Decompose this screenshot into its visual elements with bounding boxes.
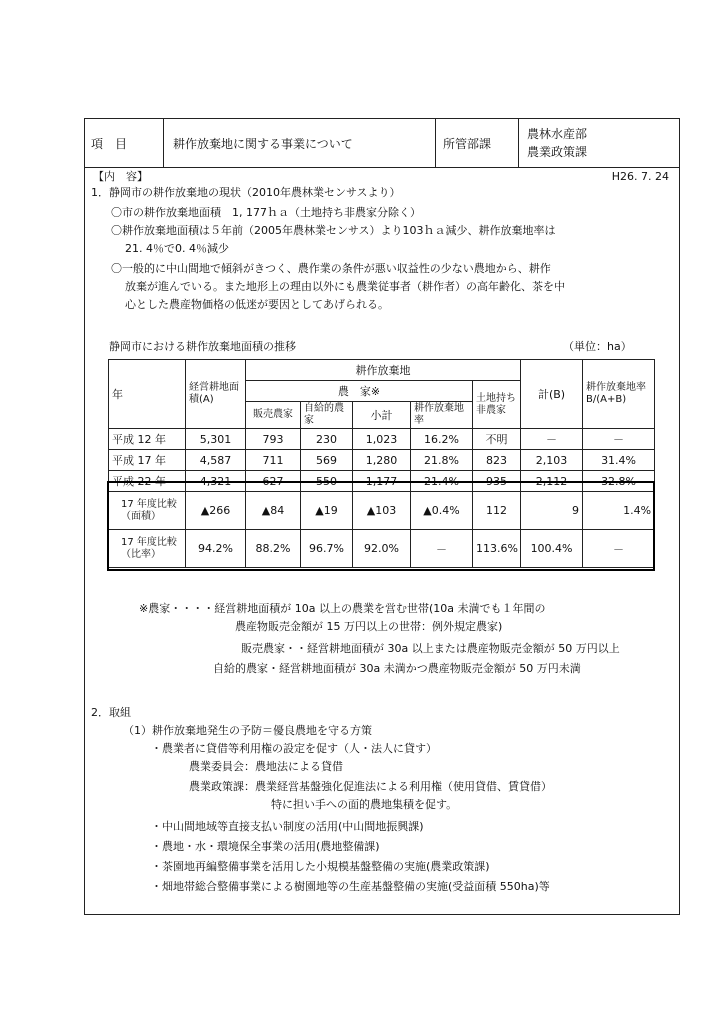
cell-owner: 不明 — [473, 429, 521, 450]
cell-owner: 823 — [473, 450, 521, 471]
section1-bullet-3a: 〇一般的に中山間地で傾斜がきつく、農作業の条件が悪い収益性の少ない農地から、耕作 — [111, 262, 551, 275]
cell-self: 550 — [301, 471, 353, 492]
dept-line-1: 農林水産部 — [527, 127, 588, 141]
section1-bullet-3b: 放棄が進んでいる。また地形上の理由以外にも農業従事者（耕作者）の高年齢化、茶を中 — [125, 280, 565, 293]
section2-title: 2．取組 — [91, 706, 131, 719]
section1-bullet-2b: 21. 4％で0. 4％減少 — [125, 242, 229, 255]
cell-owner: 112 — [473, 492, 521, 530]
cell-sales: 88.2% — [246, 530, 301, 568]
cell-rate-all: － — [583, 530, 655, 568]
divider — [518, 119, 519, 167]
cell-total: 9 — [521, 492, 583, 530]
note-1: ※農家・・・・経営耕地面積が 10a 以上の農業を営む世帯(10a 未満でも１年間の — [139, 602, 546, 615]
cell-sales: ▲84 — [246, 492, 301, 530]
th-rate: 耕作放棄地率 — [411, 402, 473, 429]
cell-sub: 1,177 — [353, 471, 411, 492]
section2-item-3: 農業政策課：農業経営基盤強化促進法による利用権（使用貸借、賃貸借） — [189, 780, 552, 793]
cell-year: 17 年度比較（面積） — [109, 492, 186, 530]
th-self: 自給的農家 — [301, 402, 353, 429]
cell-total: 100.4% — [521, 530, 583, 568]
section1-bullet-2a: 〇耕作放棄地面積は５年前（2005年農林業センサス）より103ｈａ減少、耕作放棄地率は — [111, 224, 556, 237]
table-row — [109, 450, 655, 471]
cell-rate-all: － — [583, 429, 655, 450]
divider — [163, 119, 164, 167]
dept-line-2: 農業政策課 — [527, 145, 588, 159]
section2-item-2: 農業委員会：農地法による貸借 — [189, 760, 343, 773]
table-row — [109, 530, 655, 568]
th-total: 計(B) — [521, 360, 583, 429]
table-row — [109, 492, 655, 530]
note-2: 農産物販売金額が 15 万円以上の世帯：例外規定農家) — [235, 620, 503, 633]
cell-area: 4,587 — [186, 450, 246, 471]
cell-rate: 16.2% — [411, 429, 473, 450]
table-row — [109, 429, 655, 450]
cell-year: 17 年度比較（比率） — [109, 530, 186, 568]
cell-self: 96.7% — [301, 530, 353, 568]
table-title: 静岡市における耕作放棄地面積の推移 — [109, 340, 296, 353]
cell-area: 5,301 — [186, 429, 246, 450]
cell-rate: ▲0.4% — [411, 492, 473, 530]
cell-year: 平成 12 年 — [109, 429, 186, 450]
cell-sales: 627 — [246, 471, 301, 492]
cell-self: 569 — [301, 450, 353, 471]
cell-sales: 711 — [246, 450, 301, 471]
cell-sub: 92.0% — [353, 530, 411, 568]
document-frame — [84, 118, 680, 915]
cell-total: 2,112 — [521, 471, 583, 492]
cell-rate: 21.4% — [411, 471, 473, 492]
cell-rate: － — [411, 530, 473, 568]
section1-bullet-3c: 心とした農産物価格の低迷が要因としてあげられる。 — [125, 298, 389, 311]
th-abandoned: 耕作放棄地 — [246, 360, 521, 381]
section2-item-1: ・農業者に貸借等利用権の設定を促す（人・法人に貸す） — [151, 742, 437, 755]
cell-total: 2,103 — [521, 450, 583, 471]
cell-rate-all: 1.4% — [583, 492, 655, 530]
cell-area: ▲266 — [186, 492, 246, 530]
cell-year: 平成 17 年 — [109, 450, 186, 471]
cell-total: － — [521, 429, 583, 450]
section2-item-8: ・畑地帯総合整備事業による樹園地等の生産基盤整備の実施(受益面積 550ha)等 — [151, 880, 550, 893]
dept-name — [527, 119, 677, 167]
cell-sub: 1,280 — [353, 450, 411, 471]
section2-item-6: ・農地・水・環境保全事業の活用(農地整備課) — [151, 840, 380, 853]
section2-item-4: 特に担い手への面的農地集積を促す。 — [271, 798, 458, 811]
table-row — [109, 471, 655, 492]
abandoned-farmland-table — [108, 359, 655, 568]
th-sales: 販売農家 — [246, 402, 301, 429]
section1-title: 1．静岡市の耕作放棄地の現状（2010年農林業センサスより） — [91, 186, 401, 199]
section2-sub1: （1）耕作放棄地発生の予防＝優良農地を守る方策 — [123, 724, 372, 737]
cell-owner: 113.6% — [473, 530, 521, 568]
document-date: H26. 7. 24 — [611, 170, 669, 183]
cell-rate-all: 31.4% — [583, 450, 655, 471]
section1-bullet-1: 〇市の耕作放棄地面積 1, 177ｈａ（土地持ち非農家分除く） — [111, 206, 421, 219]
th-sub: 小計 — [353, 402, 411, 429]
cell-sub: ▲103 — [353, 492, 411, 530]
section2-item-7: ・茶園地再編整備事業を活用した小規模基盤整備の実施(農業政策課) — [151, 860, 490, 873]
cell-area: 4,321 — [186, 471, 246, 492]
subject-title: 耕作放棄地に関する事業について — [173, 136, 353, 151]
divider — [435, 119, 436, 167]
cell-rate-all: 32.8% — [583, 471, 655, 492]
cell-year: 平成 22 年 — [109, 471, 186, 492]
dept-label: 所管部課 — [443, 136, 492, 151]
cell-self: 230 — [301, 429, 353, 450]
cell-area: 94.2% — [186, 530, 246, 568]
cell-owner: 935 — [473, 471, 521, 492]
item-label: 項 目 — [91, 136, 128, 151]
cell-sales: 793 — [246, 429, 301, 450]
cell-sub: 1,023 — [353, 429, 411, 450]
table-header-row — [109, 360, 655, 381]
note-4: 自給的農家・経営耕地面積が 30a 未満かつ農産物販売金額が 50 万円未満 — [213, 662, 581, 675]
section2-item-5: ・中山間地域等直接支払い制度の活用(中山間地振興課) — [151, 820, 424, 833]
th-area: 経営耕地面積(A) — [186, 360, 246, 429]
note-3: 販売農家・・経営耕地面積が 30a 以上または農産物販売金額が 50 万円以上 — [241, 642, 620, 655]
th-year: 年 — [109, 360, 186, 429]
table-unit: （単位：ha） — [563, 340, 632, 353]
header-row — [85, 119, 679, 168]
th-rate-all: 耕作放棄地率B/(A+B) — [583, 360, 655, 429]
th-farm: 農 家※ — [246, 381, 473, 402]
content-label: 【内 容】 — [93, 170, 148, 183]
th-landowner: 土地持ち非農家 — [473, 381, 521, 429]
cell-self: ▲19 — [301, 492, 353, 530]
cell-rate: 21.8% — [411, 450, 473, 471]
